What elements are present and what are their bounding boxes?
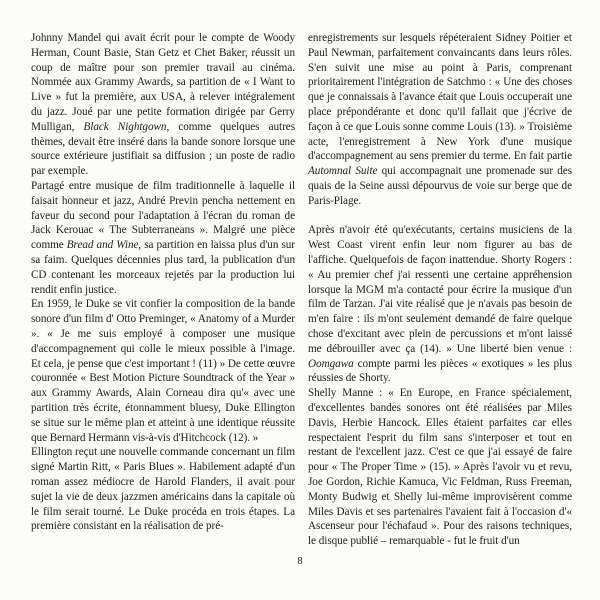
page-number: 8 [297,556,303,567]
italic-title-text: Black Nightgown [83,120,167,133]
italic-title-text: Bread and Wine [66,239,139,252]
body-text: , sa partition en laissa plus d'un sur sa faim. Quelques décennies plus tard, la publication d'un CD contenant les morceaux rejetés par la production lui rendit enfin justice. [31,239,295,296]
italic-title-text: Oomgawa [308,357,354,370]
body-text: enregistrements sur lesquels répéteraient Sidney Poitier et Paul Newman, parfaitement convaincants dans leurs rôles. S'en suivit une mise au point à Paris, comprenant prioritairement l'intégration de Satchmo : « Une des choses que je connaissais à l'avance était que Louis occuperait une place prépondérante et donc qu'il fallait que j'écrive de façon à ce que Louis sonne comme Louis (13). » Troisième acte, l'enregistrement à New York d'une musique d'accompagnement au sens premier du terme. En fait partie [308,32,572,163]
body-text: Partagé entre musique de film traditionnelle à laquelle il faisait honneur et jazz, André Previn pencha nettement en faveur du second pour l'adaptation à l'écran du roman de Jack Kerouac « The Subterraneans ». Malgré une pièce comme [31,179,295,252]
paragraph [31,31,295,179]
text-columns [31,31,572,549]
text-column-left [31,31,295,549]
paragraph [31,445,295,534]
body-text: Shelly Manne : « En Europe, en France spécialement, d'excellentes bandes sonores ont été réalisées par Miles Davis, Herbie Hancock. Elles étaient parfaites car elles respectaient l'esprit du film sans s'interposer et tout en restant de l'excellent jazz. C'est ce que j'ai essayé de faire pour « The Proper Time » (15). » Après l'avoir vu et revu, Joe Gordon, Richie Kamuca, Vic Feldman, Russ Freeman, Monty Budwig et Shelly lui-même improvisèrent comme Miles Davis et ses partenaires l'avaient fait à l'occasion d'« Ascenseur pour l'échafaud ». Pour des raisons techniques, le disque publié – remarquable - fut le fruit d'un [308,387,572,548]
paragraph [31,179,295,297]
paragraph [308,223,572,386]
body-text: , comme quelques autres thèmes, devait être inséré dans la bande sonore lorsque une source extérieure justifiait sa diffusion ; un poste de radio par exemple. [31,120,295,178]
body-text: qui accompagnait une promenade sur des quais de la Seine aussi dépourvus de voie sur berge que de Paris-Plage. [308,165,572,207]
body-text: Après n'avoir été qu'exécutants, certains musiciens de la West Coast virent enfin leur nom figurer au bas de l'affiche. Quelquefois de façon inattendue. Shorty Rogers : « Au premier chef j'ai ressenti une certaine appréhension lorsque la MGM m'a contacté pour écrire la musique d'un film de Tarzan. J'ai vite réalisé que je n'avais pas besoin de m'en faire : ils m'ont seulement demandé de faire quelque chose d'excitant avec plein de percussions et m'ont laissé me débrouiller avec ça (14). » Une liberté bien venue : [308,224,572,355]
body-text: Johnny Mandel qui avait écrit pour le compte de Woody Herman, Count Basie, Stan Getz et Chet Baker, réussit un coup de maître pour son premier travail au cinéma. Nommée aux Grammy Awards, sa partition de « I Want to Live » fut la première, aux USA, à relever intégralement du jazz. Joué par une petite formation dirigée par Gerry Mulligan, [31,32,295,133]
body-text: En 1959, le Duke se vit confier la composition de la bande sonore d'un film d' Otto Preminger, « Anatomy of a Murder ». « Je me suis employé à composer une musique d'accompagnement qui colle le mieux possible à l'image. Et cela, je pense que c'est important ! (11) » De cette œuvre couronnée « Best Motion Picture Soundtrack of the Year » aux Grammy Awards, Alain Corneau dira qu'« avec une partition très écrite, étonnamment bluesy, Duke Ellington se situe sur le même plan et atteint à une identique réussite que Bernard Hermann vis-à-vis d'Hitchcock (12). » [31,298,295,444]
paragraph [31,297,295,445]
body-text: Ellington reçut une nouvelle commande concernant un film signé Martin Ritt, « Paris Blues ». Habilement adapté d'un roman assez médiocre de Harold Flanders, il avait pour sujet la vie de deux jazzmen américains dans la capitale où le film serait tourné. Le Duke procéda en trois étapes. La première consistant en la réalisation de pré- [31,446,295,533]
paragraph [308,386,572,549]
body-text: compte parmi les pièces « exotiques » les plus réussies de Shorty. [308,357,572,385]
paragraph [308,31,572,209]
italic-title-text: Automnal Suite [308,165,378,178]
text-column-right [308,31,572,549]
